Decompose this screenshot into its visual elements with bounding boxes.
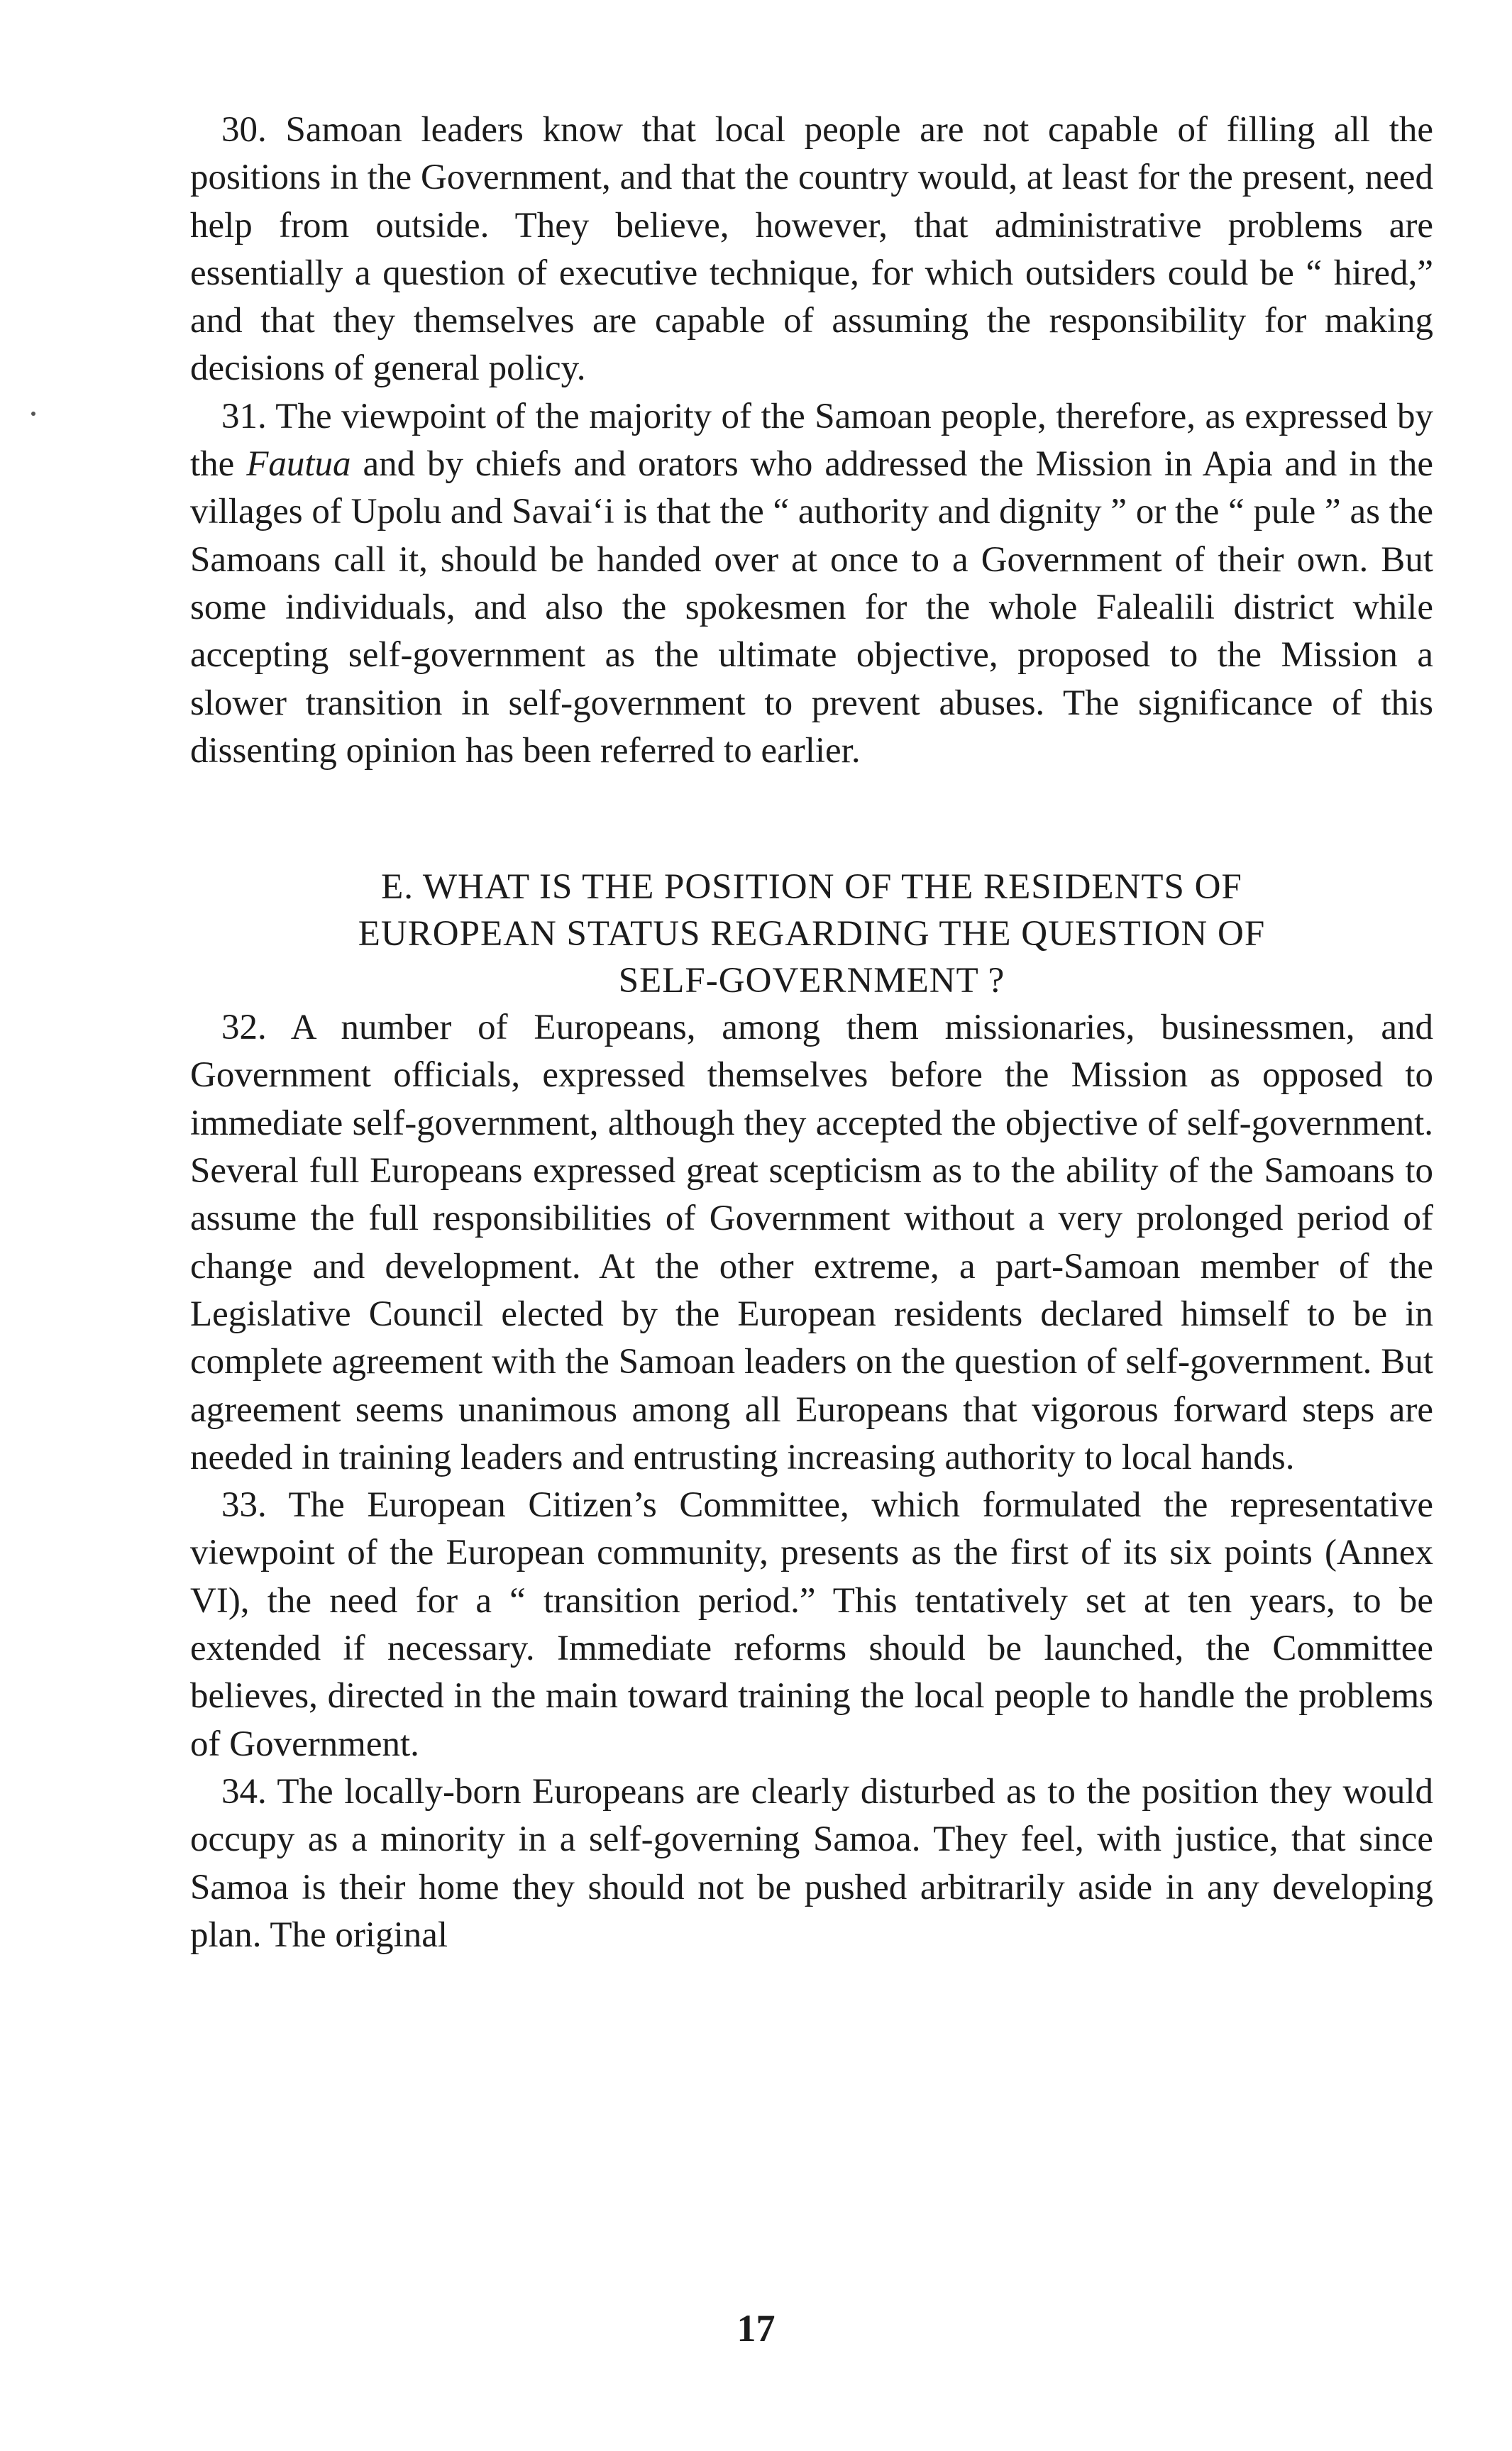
paragraph-31-start: 31. The viewpoint of the majority of the Samoan people, therefore, as expressed by the [190, 396, 1433, 485]
paragraph-33: 33. The European Citizen’s Committee, which formulated the representative viewpoint of the European community, presents as the first of its six points (Annex VI), the need for a “ transition period.” This tentatively set at ten years, to be extended if necessary. Immediate reforms should be launched, the Committee believes, directed in the main toward training the local people to handle the problems of Government. [190, 1485, 1433, 1764]
page-number: 17 [736, 2307, 776, 2350]
paragraph-31 [190, 393, 1433, 775]
page-body [190, 106, 1433, 1959]
section-heading-line-1: E. WHAT IS THE POSITION OF THE RESIDENTS OF [381, 867, 1242, 908]
section-heading-line-3: SELF-GOVERNMENT ? [618, 961, 1005, 1001]
section-heading-e [190, 864, 1433, 1004]
paragraph-30: 30. Samoan leaders know that local people are not capable of filling all the positions in the Government, and that the country would, at least for the present, need help from outside. They believe, however, that administrative problems are essentially a question of executive technique, for which outsiders could be “ hired,” and that they themselves are capable of assuming the responsibility for making decisions of general policy. [190, 110, 1433, 389]
paragraph-32: 32. A number of Europeans, among them missionaries, businessmen, and Government officials, expressed themselves before the Mission as opposed to immediate self-government, although they accepted the objective of self-government. Several full Europeans expressed great scepticism as to the ability of the Samoans to assume the full responsibilities of Government without a very prolonged period of change and development. At the other extreme, a part-Samoan member of the Legislative Council elected by the European residents declared himself to be in complete agreement with the Samoan leaders on the question of self-government. But agreement seems unanimous among all Europeans that vigorous forward steps are needed in training leaders and entrusting increasing authority to local hands. [190, 1008, 1433, 1477]
paragraph-31-end: and by chiefs and orators who addressed the Mission in Apia and in the villages of Upolu and Savai‘i is that the “ authority and dignity ” or the “ pule ” as the Samoans call it, should be handed over at once to a Government of their own. But some individuals, and also the spokesmen for the whole Falealili district while accepting self-government as the ultimate objective, proposed to the Mission a slower transition in self-government to prevent abuses. The significance of this dissenting opinion has been referred to earlier. [190, 444, 1434, 771]
paragraph-34: 34. The locally-born Europeans are clearly disturbed as to the position they would occupy as a minority in a self-governing Samoa. They feel, with justice, that since Samoa is their home they should not be pushed arbitrarily aside in any developing plan. The original [190, 1771, 1433, 1955]
margin-mark [31, 412, 35, 416]
paragraph-31-italic-fautua: Fautua [246, 444, 351, 485]
section-heading-line-2: EUROPEAN STATUS REGARDING THE QUESTION OF [358, 914, 1266, 954]
